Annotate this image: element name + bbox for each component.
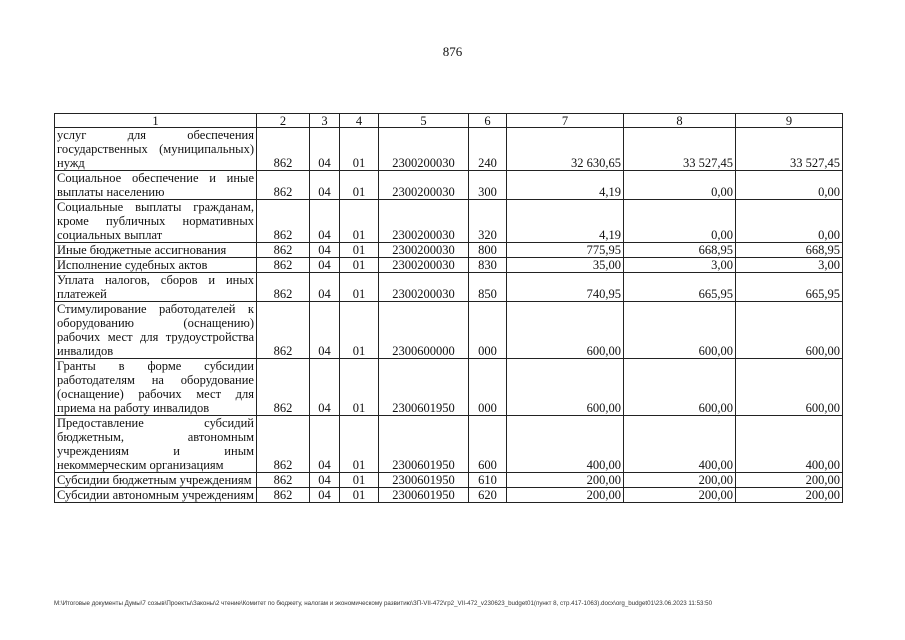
cell-subsection: 01	[340, 200, 379, 243]
cell-subsection: 01	[340, 416, 379, 473]
cell-type: 240	[469, 128, 507, 171]
cell-type: 320	[469, 200, 507, 243]
document-path-footer: М:\Итоговые документы Думы\7 созыв\Проекты\Законы\2 чтение\Комитет по бюджету, налогам и экономическому развитию\ЗП-VII-472\гр2_VII-472_v230623_budget01(пункт 8, стр.417-1063).docx\org_budget01\23.06.2023 11:53:50	[54, 600, 713, 607]
cell-target: 2300600000	[379, 302, 469, 359]
header-cell: 7	[507, 114, 624, 128]
cell-code: 862	[257, 200, 310, 243]
cell-section: 04	[310, 473, 340, 488]
row-name: Социальные выплаты гражданам, кроме публичных нормативных социальных выплат	[55, 200, 257, 243]
cell-section: 04	[310, 273, 340, 302]
header-cell: 5	[379, 114, 469, 128]
cell-amount-2: 33 527,45	[624, 128, 736, 171]
cell-target: 2300200030	[379, 200, 469, 243]
cell-amount-1: 775,95	[507, 243, 624, 258]
row-name: Субсидии автономным учреждениям	[55, 488, 257, 503]
cell-code: 862	[257, 128, 310, 171]
cell-section: 04	[310, 416, 340, 473]
cell-amount-2: 665,95	[624, 273, 736, 302]
table-row	[55, 243, 843, 258]
cell-amount-3: 0,00	[736, 200, 843, 243]
cell-amount-2: 400,00	[624, 416, 736, 473]
cell-amount-3: 668,95	[736, 243, 843, 258]
cell-type: 000	[469, 359, 507, 416]
header-cell: 2	[257, 114, 310, 128]
cell-section: 04	[310, 488, 340, 503]
cell-amount-1: 600,00	[507, 359, 624, 416]
cell-section: 04	[310, 302, 340, 359]
row-name: Уплата налогов, сборов и иных платежей	[55, 273, 257, 302]
cell-amount-2: 668,95	[624, 243, 736, 258]
table-row	[55, 302, 843, 359]
cell-code: 862	[257, 302, 310, 359]
cell-subsection: 01	[340, 258, 379, 273]
cell-amount-1: 4,19	[507, 200, 624, 243]
cell-code: 862	[257, 473, 310, 488]
header-cell: 6	[469, 114, 507, 128]
cell-amount-2: 200,00	[624, 473, 736, 488]
cell-section: 04	[310, 171, 340, 200]
cell-section: 04	[310, 359, 340, 416]
cell-subsection: 01	[340, 359, 379, 416]
cell-amount-2: 0,00	[624, 171, 736, 200]
row-name: Стимулирование работодателей к оборудованию (оснащению) рабочих мест для трудоустройства инвалидов	[55, 302, 257, 359]
cell-section: 04	[310, 200, 340, 243]
table-row	[55, 488, 843, 503]
cell-subsection: 01	[340, 128, 379, 171]
cell-amount-1: 4,19	[507, 171, 624, 200]
cell-amount-2: 600,00	[624, 302, 736, 359]
header-cell: 1	[55, 114, 257, 128]
cell-target: 2300200030	[379, 273, 469, 302]
cell-amount-3: 600,00	[736, 302, 843, 359]
header-cell: 8	[624, 114, 736, 128]
row-name: Иные бюджетные ассигнования	[55, 243, 257, 258]
cell-amount-1: 32 630,65	[507, 128, 624, 171]
table-row	[55, 359, 843, 416]
cell-amount-3: 0,00	[736, 171, 843, 200]
header-cell: 9	[736, 114, 843, 128]
cell-code: 862	[257, 171, 310, 200]
cell-code: 862	[257, 243, 310, 258]
cell-target: 2300601950	[379, 359, 469, 416]
cell-section: 04	[310, 258, 340, 273]
cell-amount-1: 200,00	[507, 488, 624, 503]
cell-subsection: 01	[340, 488, 379, 503]
cell-code: 862	[257, 273, 310, 302]
cell-subsection: 01	[340, 302, 379, 359]
cell-subsection: 01	[340, 273, 379, 302]
cell-target: 2300200030	[379, 243, 469, 258]
cell-target: 2300601950	[379, 416, 469, 473]
cell-amount-1: 400,00	[507, 416, 624, 473]
table-row	[55, 473, 843, 488]
cell-amount-1: 200,00	[507, 473, 624, 488]
cell-type: 300	[469, 171, 507, 200]
table-row	[55, 171, 843, 200]
table-row	[55, 258, 843, 273]
cell-amount-2: 600,00	[624, 359, 736, 416]
row-name: услуг для обеспечения государственных (муниципальных) нужд	[55, 128, 257, 171]
header-row	[55, 114, 843, 128]
page-number: 876	[442, 44, 463, 59]
header-cell: 3	[310, 114, 340, 128]
cell-type: 850	[469, 273, 507, 302]
cell-amount-1: 740,95	[507, 273, 624, 302]
cell-subsection: 01	[340, 171, 379, 200]
cell-code: 862	[257, 488, 310, 503]
cell-type: 620	[469, 488, 507, 503]
cell-amount-2: 0,00	[624, 200, 736, 243]
table-row	[55, 273, 843, 302]
cell-target: 2300601950	[379, 488, 469, 503]
cell-code: 862	[257, 359, 310, 416]
row-name: Предоставление субсидий бюджетным, автономным учреждениям и иным некоммерческим организациям	[55, 416, 257, 473]
row-name: Исполнение судебных актов	[55, 258, 257, 273]
cell-code: 862	[257, 416, 310, 473]
cell-type: 610	[469, 473, 507, 488]
cell-type: 000	[469, 302, 507, 359]
table-row	[55, 416, 843, 473]
row-name: Социальное обеспечение и иные выплаты населению	[55, 171, 257, 200]
cell-code: 862	[257, 258, 310, 273]
cell-amount-3: 33 527,45	[736, 128, 843, 171]
cell-amount-3: 400,00	[736, 416, 843, 473]
cell-amount-1: 600,00	[507, 302, 624, 359]
cell-amount-2: 200,00	[624, 488, 736, 503]
cell-amount-3: 200,00	[736, 488, 843, 503]
cell-type: 800	[469, 243, 507, 258]
cell-section: 04	[310, 243, 340, 258]
header-cell: 4	[340, 114, 379, 128]
cell-section: 04	[310, 128, 340, 171]
cell-subsection: 01	[340, 243, 379, 258]
cell-amount-2: 3,00	[624, 258, 736, 273]
table-row	[55, 200, 843, 243]
row-name: Субсидии бюджетным учреждениям	[55, 473, 257, 488]
cell-target: 2300601950	[379, 473, 469, 488]
row-name: Гранты в форме субсидии работодателям на оборудование (оснащение) рабочих мест для приема на работу инвалидов	[55, 359, 257, 416]
cell-target: 2300200030	[379, 171, 469, 200]
cell-amount-3: 200,00	[736, 473, 843, 488]
cell-type: 830	[469, 258, 507, 273]
cell-amount-3: 3,00	[736, 258, 843, 273]
table-row	[55, 128, 843, 171]
cell-target: 2300200030	[379, 128, 469, 171]
cell-type: 600	[469, 416, 507, 473]
cell-subsection: 01	[340, 473, 379, 488]
budget-table	[54, 113, 843, 503]
cell-amount-1: 35,00	[507, 258, 624, 273]
cell-amount-3: 665,95	[736, 273, 843, 302]
cell-amount-3: 600,00	[736, 359, 843, 416]
cell-target: 2300200030	[379, 258, 469, 273]
